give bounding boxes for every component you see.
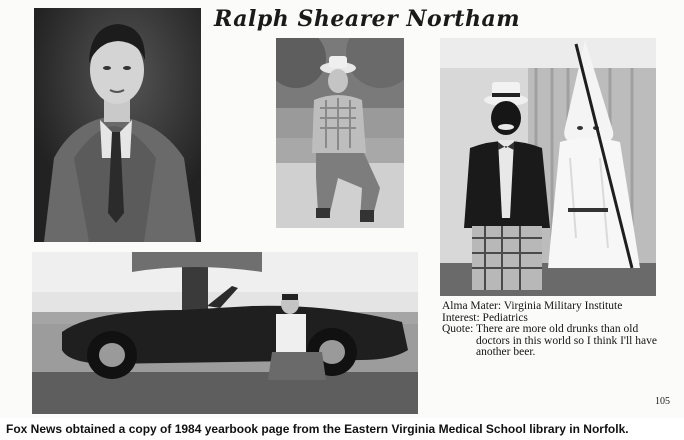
- page-number: 105: [655, 396, 670, 407]
- caption-quote-line-2: doctors in this world so I think I'll have: [476, 334, 657, 347]
- page-title: Ralph Shearer Northam: [214, 6, 520, 32]
- image-caption: Fox News obtained a copy of 1984 yearbook page from the Eastern Virginia Medical School library in Norfolk.: [6, 422, 629, 436]
- caption-alma-mater: Alma Mater: Virginia Military Institute: [442, 300, 623, 312]
- farm-photo: [276, 38, 404, 228]
- caption-interest: Interest: Pediatrics: [442, 311, 528, 324]
- caption-quote: Quote: There are more old drunks than old: [442, 323, 639, 336]
- car-photo: [32, 252, 418, 414]
- caption-quote-line-3: another beer.: [476, 346, 536, 359]
- costume-photo: [440, 38, 656, 296]
- yearbook-caption: [442, 301, 674, 359]
- portrait-photo: [34, 8, 201, 242]
